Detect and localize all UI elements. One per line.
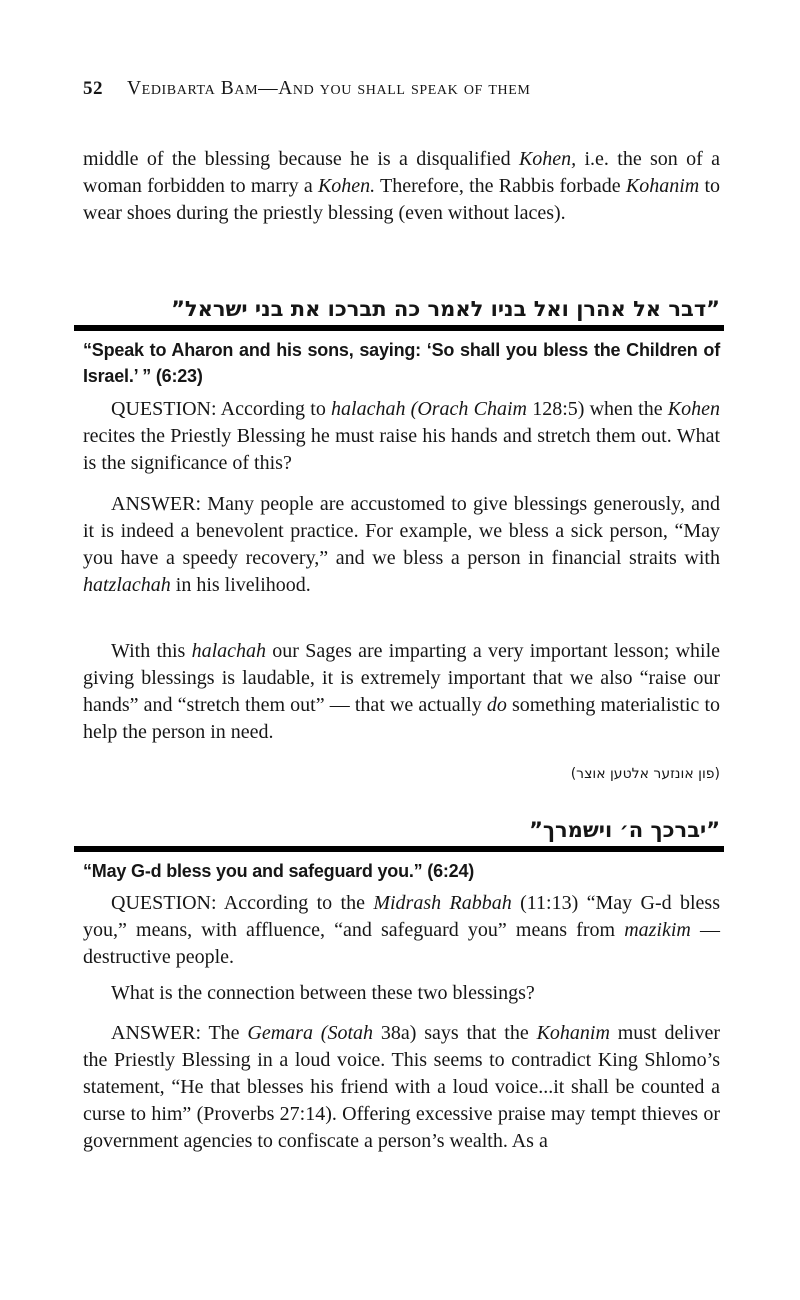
section2-question-followup: What is the connection between these two blessings? [111,982,535,1004]
section1-lesson-paragraph: With this halachah our Sages are imparting a very important lesson; while giving blessings is laudable, it is extremely important that we also “raise our hands” and “stretch them out” — that we actually do something materialistic to help the person in need. [83,640,721,743]
section1-source-attribution: (פון אונזער אלטען אוצר) [570,766,720,782]
section1-verse-heading: “Speak to Aharon and his sons, saying: ‘So shall you bless the Children of Israel.’ ” (6:23) [83,340,720,386]
page-number: 52 [83,78,103,99]
running-header [83,78,720,100]
section1-hebrew-heading: ”דבר אל אהרן ואל בניו לאמר כה תברכו את בני ישראל” [171,297,720,321]
section1-answer-paragraph: ANSWER: Many people are accustomed to give blessings generously, and it is indeed a benevolent practice. For example, we bless a sick person, “May you have a speedy recovery,” and we bless a person in financial straits with hatzlachah in his livelihood. [83,493,720,596]
section1-divider-rule [74,325,724,331]
section2-hebrew-heading: ”יברכך ה׳ וישמרך” [529,818,720,842]
section2-verse-heading: “May G-d bless you and safeguard you.” (6:24) [83,861,475,881]
section2-divider-rule [74,846,724,852]
section2-question-paragraph: QUESTION: According to the Midrash Rabbah (11:13) “May G-d bless you,” means, with affluence, “and safeguard you” means from mazikim — destructive people. [83,892,721,968]
section1-question-paragraph: QUESTION: According to halachah (Orach Chaim 128:5) when the Kohen recites the Priestly Blessing he must raise his hands and stretch them out. What is the significance of this? [83,398,720,474]
intro-paragraph: middle of the blessing because he is a disqualified Kohen, i.e. the son of a woman forbidden to marry a Kohen. Therefore, the Rabbis forbade Kohanim to wear shoes during the priestly blessing (even without laces). [83,148,721,224]
book-title: Vedibarta Bam—And you shall speak of them [127,78,531,99]
section2-answer-paragraph: ANSWER: The Gemara (Sotah 38a) says that the Kohanim must deliver the Priestly Blessing in a loud voice. This seems to contradict King Shlomo’s statement, “He that blesses his friend with a loud voice...it shall be counted a curse to him” (Proverbs 27:14). Offering excessive praise may tempt thieves or government agencies to confiscate a person’s wealth. As a [83,1022,721,1152]
